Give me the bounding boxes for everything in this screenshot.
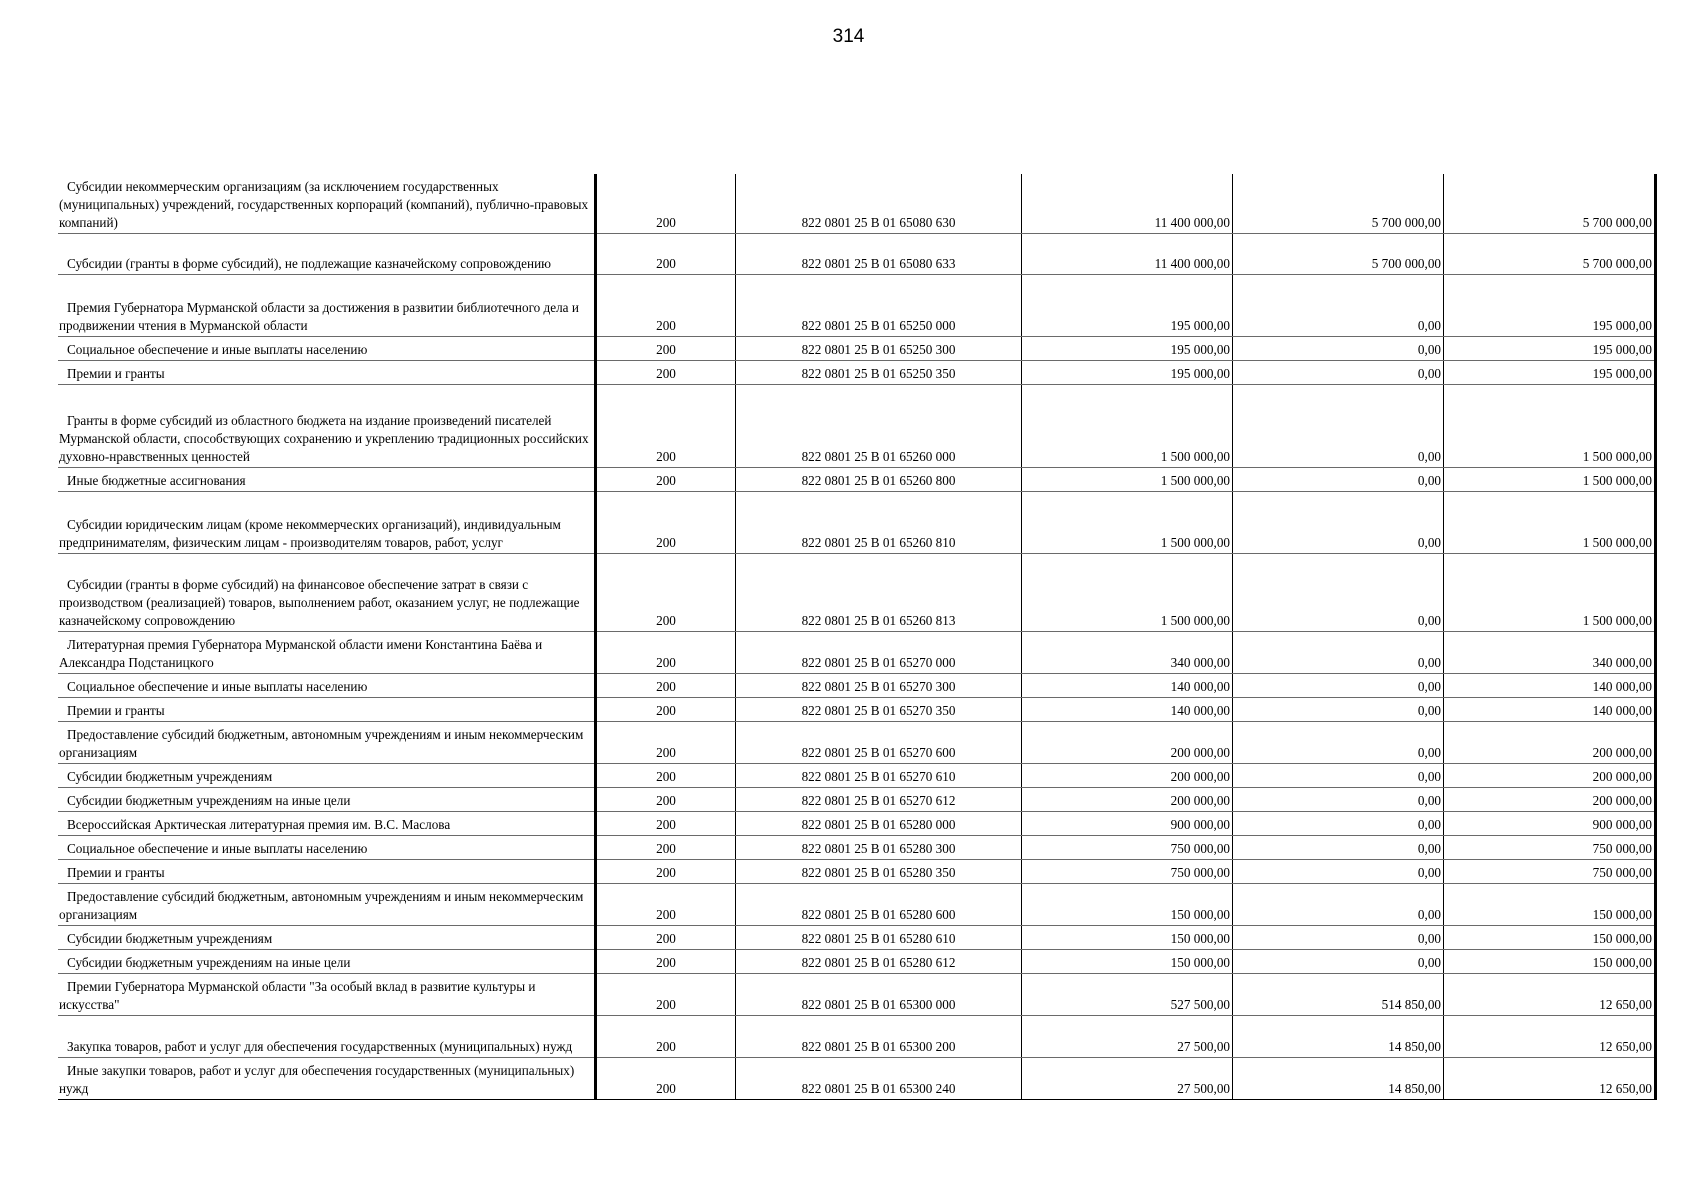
row-sum-3: 1 500 000,00 — [1444, 554, 1656, 632]
row-name: Социальное обеспечение и иные выплаты населению — [58, 836, 596, 860]
row-admin-code: 200 — [596, 632, 736, 674]
row-classification-code: 822 0801 25 В 01 65280 350 — [736, 860, 1022, 884]
row-classification-code: 822 0801 25 В 01 65260 800 — [736, 468, 1022, 492]
row-sum-1: 200 000,00 — [1022, 722, 1233, 764]
row-classification-code: 822 0801 25 В 01 65280 000 — [736, 812, 1022, 836]
row-admin-code: 200 — [596, 361, 736, 385]
row-name: Социальное обеспечение и иные выплаты населению — [58, 337, 596, 361]
row-sum-1: 195 000,00 — [1022, 361, 1233, 385]
row-admin-code: 200 — [596, 950, 736, 974]
row-sum-3: 200 000,00 — [1444, 788, 1656, 812]
row-name: Предоставление субсидий бюджетным, автономным учреждениям и иным некоммерческим организациям — [58, 884, 596, 926]
row-name: Иные закупки товаров, работ и услуг для обеспечения государственных (муниципальных) нужд — [58, 1058, 596, 1100]
table-row — [58, 275, 1656, 337]
row-name: Премии и гранты — [58, 361, 596, 385]
row-sum-2: 0,00 — [1233, 884, 1444, 926]
row-admin-code: 200 — [596, 926, 736, 950]
row-classification-code: 822 0801 25 В 01 65270 610 — [736, 764, 1022, 788]
table-row — [58, 860, 1656, 884]
table-row — [58, 1016, 1656, 1058]
row-sum-1: 527 500,00 — [1022, 974, 1233, 1016]
row-sum-3: 12 650,00 — [1444, 1058, 1656, 1100]
row-sum-3: 150 000,00 — [1444, 950, 1656, 974]
row-sum-1: 11 400 000,00 — [1022, 174, 1233, 234]
row-classification-code: 822 0801 25 В 01 65300 200 — [736, 1016, 1022, 1058]
row-name: Предоставление субсидий бюджетным, автономным учреждениям и иным некоммерческим организациям — [58, 722, 596, 764]
row-classification-code: 822 0801 25 В 01 65270 000 — [736, 632, 1022, 674]
row-classification-code: 822 0801 25 В 01 65080 633 — [736, 234, 1022, 275]
row-sum-3: 900 000,00 — [1444, 812, 1656, 836]
table-row — [58, 337, 1656, 361]
row-sum-3: 12 650,00 — [1444, 974, 1656, 1016]
row-admin-code: 200 — [596, 337, 736, 361]
row-admin-code: 200 — [596, 836, 736, 860]
row-name: Субсидии некоммерческим организациям (за исключением государственных (муниципальных) учреждений, государственных корпораций (компаний), публично-правовых компаний) — [58, 174, 596, 234]
row-classification-code: 822 0801 25 В 01 65260 000 — [736, 385, 1022, 468]
table-row — [58, 492, 1656, 554]
row-classification-code: 822 0801 25 В 01 65270 300 — [736, 674, 1022, 698]
row-name: Социальное обеспечение и иные выплаты населению — [58, 674, 596, 698]
row-name: Премии Губернатора Мурманской области "За особый вклад в развитие культуры и искусства" — [58, 974, 596, 1016]
row-sum-2: 0,00 — [1233, 361, 1444, 385]
row-classification-code: 822 0801 25 В 01 65250 300 — [736, 337, 1022, 361]
row-sum-2: 0,00 — [1233, 554, 1444, 632]
row-name: Субсидии (гранты в форме субсидий), не подлежащие казначейскому сопровождению — [58, 234, 596, 275]
row-classification-code: 822 0801 25 В 01 65270 350 — [736, 698, 1022, 722]
row-admin-code: 200 — [596, 492, 736, 554]
row-admin-code: 200 — [596, 764, 736, 788]
row-sum-2: 0,00 — [1233, 698, 1444, 722]
row-sum-2: 0,00 — [1233, 385, 1444, 468]
table-row — [58, 632, 1656, 674]
row-sum-1: 1 500 000,00 — [1022, 492, 1233, 554]
row-sum-3: 150 000,00 — [1444, 884, 1656, 926]
row-classification-code: 822 0801 25 В 01 65280 610 — [736, 926, 1022, 950]
row-classification-code: 822 0801 25 В 01 65250 000 — [736, 275, 1022, 337]
row-sum-3: 195 000,00 — [1444, 361, 1656, 385]
row-classification-code: 822 0801 25 В 01 65280 300 — [736, 836, 1022, 860]
row-sum-2: 0,00 — [1233, 812, 1444, 836]
table-row — [58, 698, 1656, 722]
row-sum-3: 140 000,00 — [1444, 698, 1656, 722]
row-sum-2: 0,00 — [1233, 836, 1444, 860]
row-sum-2: 0,00 — [1233, 860, 1444, 884]
row-admin-code: 200 — [596, 385, 736, 468]
row-classification-code: 822 0801 25 В 01 65250 350 — [736, 361, 1022, 385]
table-row — [58, 361, 1656, 385]
table-row — [58, 974, 1656, 1016]
table-row — [58, 554, 1656, 632]
row-sum-3: 5 700 000,00 — [1444, 174, 1656, 234]
row-sum-3: 750 000,00 — [1444, 836, 1656, 860]
row-sum-2: 514 850,00 — [1233, 974, 1444, 1016]
row-sum-1: 750 000,00 — [1022, 836, 1233, 860]
table-row — [58, 950, 1656, 974]
row-name: Субсидии бюджетным учреждениям — [58, 764, 596, 788]
row-admin-code: 200 — [596, 860, 736, 884]
row-admin-code: 200 — [596, 174, 736, 234]
row-admin-code: 200 — [596, 1058, 736, 1100]
row-sum-3: 200 000,00 — [1444, 722, 1656, 764]
row-name: Субсидии юридическим лицам (кроме некоммерческих организаций), индивидуальным предпринимателям, физическим лицам - производителям товаров, работ, услуг — [58, 492, 596, 554]
row-sum-1: 150 000,00 — [1022, 926, 1233, 950]
row-name: Премия Губернатора Мурманской области за достижения в развитии библиотечного дела и продвижении чтения в Мурманской области — [58, 275, 596, 337]
table-row — [58, 385, 1656, 468]
row-sum-3: 140 000,00 — [1444, 674, 1656, 698]
row-classification-code: 822 0801 25 В 01 65300 000 — [736, 974, 1022, 1016]
table-row — [58, 836, 1656, 860]
table-row — [58, 764, 1656, 788]
row-sum-2: 0,00 — [1233, 632, 1444, 674]
row-sum-3: 195 000,00 — [1444, 275, 1656, 337]
row-name: Премии и гранты — [58, 698, 596, 722]
row-sum-3: 340 000,00 — [1444, 632, 1656, 674]
row-admin-code: 200 — [596, 974, 736, 1016]
row-name: Всероссийская Арктическая литературная премия им. В.С. Маслова — [58, 812, 596, 836]
budget-table — [58, 174, 1657, 1100]
table-row — [58, 174, 1656, 234]
row-sum-1: 27 500,00 — [1022, 1016, 1233, 1058]
row-sum-1: 140 000,00 — [1022, 698, 1233, 722]
row-sum-3: 1 500 000,00 — [1444, 468, 1656, 492]
row-sum-2: 0,00 — [1233, 764, 1444, 788]
row-sum-2: 5 700 000,00 — [1233, 174, 1444, 234]
row-sum-3: 1 500 000,00 — [1444, 385, 1656, 468]
table-row — [58, 468, 1656, 492]
table-row — [58, 812, 1656, 836]
row-name: Гранты в форме субсидий из областного бюджета на издание произведений писателей Мурманской области, способствующих сохранению и укреплению традиционных российских духовно-нравственных ценностей — [58, 385, 596, 468]
row-sum-1: 195 000,00 — [1022, 275, 1233, 337]
row-classification-code: 822 0801 25 В 01 65280 600 — [736, 884, 1022, 926]
row-sum-2: 0,00 — [1233, 674, 1444, 698]
row-sum-3: 5 700 000,00 — [1444, 234, 1656, 275]
row-name: Субсидии бюджетным учреждениям на иные цели — [58, 950, 596, 974]
row-sum-2: 0,00 — [1233, 275, 1444, 337]
row-classification-code: 822 0801 25 В 01 65270 600 — [736, 722, 1022, 764]
row-sum-1: 27 500,00 — [1022, 1058, 1233, 1100]
row-sum-2: 0,00 — [1233, 950, 1444, 974]
table-row — [58, 926, 1656, 950]
row-sum-2: 0,00 — [1233, 788, 1444, 812]
row-sum-1: 200 000,00 — [1022, 764, 1233, 788]
row-sum-1: 340 000,00 — [1022, 632, 1233, 674]
row-sum-1: 200 000,00 — [1022, 788, 1233, 812]
row-sum-1: 150 000,00 — [1022, 884, 1233, 926]
row-admin-code: 200 — [596, 812, 736, 836]
row-sum-1: 900 000,00 — [1022, 812, 1233, 836]
table-row — [58, 722, 1656, 764]
row-sum-1: 140 000,00 — [1022, 674, 1233, 698]
row-sum-2: 5 700 000,00 — [1233, 234, 1444, 275]
row-admin-code: 200 — [596, 788, 736, 812]
row-name: Закупка товаров, работ и услуг для обеспечения государственных (муниципальных) нужд — [58, 1016, 596, 1058]
row-admin-code: 200 — [596, 884, 736, 926]
row-sum-1: 11 400 000,00 — [1022, 234, 1233, 275]
table-row — [58, 788, 1656, 812]
row-sum-2: 0,00 — [1233, 492, 1444, 554]
row-sum-3: 195 000,00 — [1444, 337, 1656, 361]
row-sum-3: 1 500 000,00 — [1444, 492, 1656, 554]
row-sum-2: 0,00 — [1233, 468, 1444, 492]
row-classification-code: 822 0801 25 В 01 65260 813 — [736, 554, 1022, 632]
row-sum-2: 14 850,00 — [1233, 1058, 1444, 1100]
row-classification-code: 822 0801 25 В 01 65300 240 — [736, 1058, 1022, 1100]
row-name: Субсидии (гранты в форме субсидий) на финансовое обеспечение затрат в связи с производством (реализацией) товаров, выполнением работ, оказанием услуг, не подлежащие казначейскому сопровождению — [58, 554, 596, 632]
row-admin-code: 200 — [596, 698, 736, 722]
row-sum-1: 1 500 000,00 — [1022, 468, 1233, 492]
table-row — [58, 1058, 1656, 1100]
table-row — [58, 884, 1656, 926]
row-admin-code: 200 — [596, 234, 736, 275]
row-sum-3: 200 000,00 — [1444, 764, 1656, 788]
row-sum-3: 750 000,00 — [1444, 860, 1656, 884]
row-sum-2: 14 850,00 — [1233, 1016, 1444, 1058]
table-row — [58, 234, 1656, 275]
row-sum-1: 750 000,00 — [1022, 860, 1233, 884]
row-sum-1: 1 500 000,00 — [1022, 554, 1233, 632]
row-admin-code: 200 — [596, 275, 736, 337]
row-sum-3: 12 650,00 — [1444, 1016, 1656, 1058]
row-sum-1: 195 000,00 — [1022, 337, 1233, 361]
row-sum-2: 0,00 — [1233, 926, 1444, 950]
table-row — [58, 674, 1656, 698]
row-sum-2: 0,00 — [1233, 337, 1444, 361]
page-number: 314 — [832, 26, 865, 47]
row-name: Премии и гранты — [58, 860, 596, 884]
row-classification-code: 822 0801 25 В 01 65080 630 — [736, 174, 1022, 234]
row-name: Субсидии бюджетным учреждениям — [58, 926, 596, 950]
row-sum-2: 0,00 — [1233, 722, 1444, 764]
row-sum-1: 1 500 000,00 — [1022, 385, 1233, 468]
row-name: Иные бюджетные ассигнования — [58, 468, 596, 492]
row-classification-code: 822 0801 25 В 01 65260 810 — [736, 492, 1022, 554]
row-admin-code: 200 — [596, 468, 736, 492]
row-admin-code: 200 — [596, 554, 736, 632]
row-name: Литературная премия Губернатора Мурманской области имени Константина Баёва и Александра Подстаницкого — [58, 632, 596, 674]
row-admin-code: 200 — [596, 722, 736, 764]
row-classification-code: 822 0801 25 В 01 65280 612 — [736, 950, 1022, 974]
row-sum-3: 150 000,00 — [1444, 926, 1656, 950]
row-name: Субсидии бюджетным учреждениям на иные цели — [58, 788, 596, 812]
row-admin-code: 200 — [596, 674, 736, 698]
row-admin-code: 200 — [596, 1016, 736, 1058]
row-sum-1: 150 000,00 — [1022, 950, 1233, 974]
row-classification-code: 822 0801 25 В 01 65270 612 — [736, 788, 1022, 812]
